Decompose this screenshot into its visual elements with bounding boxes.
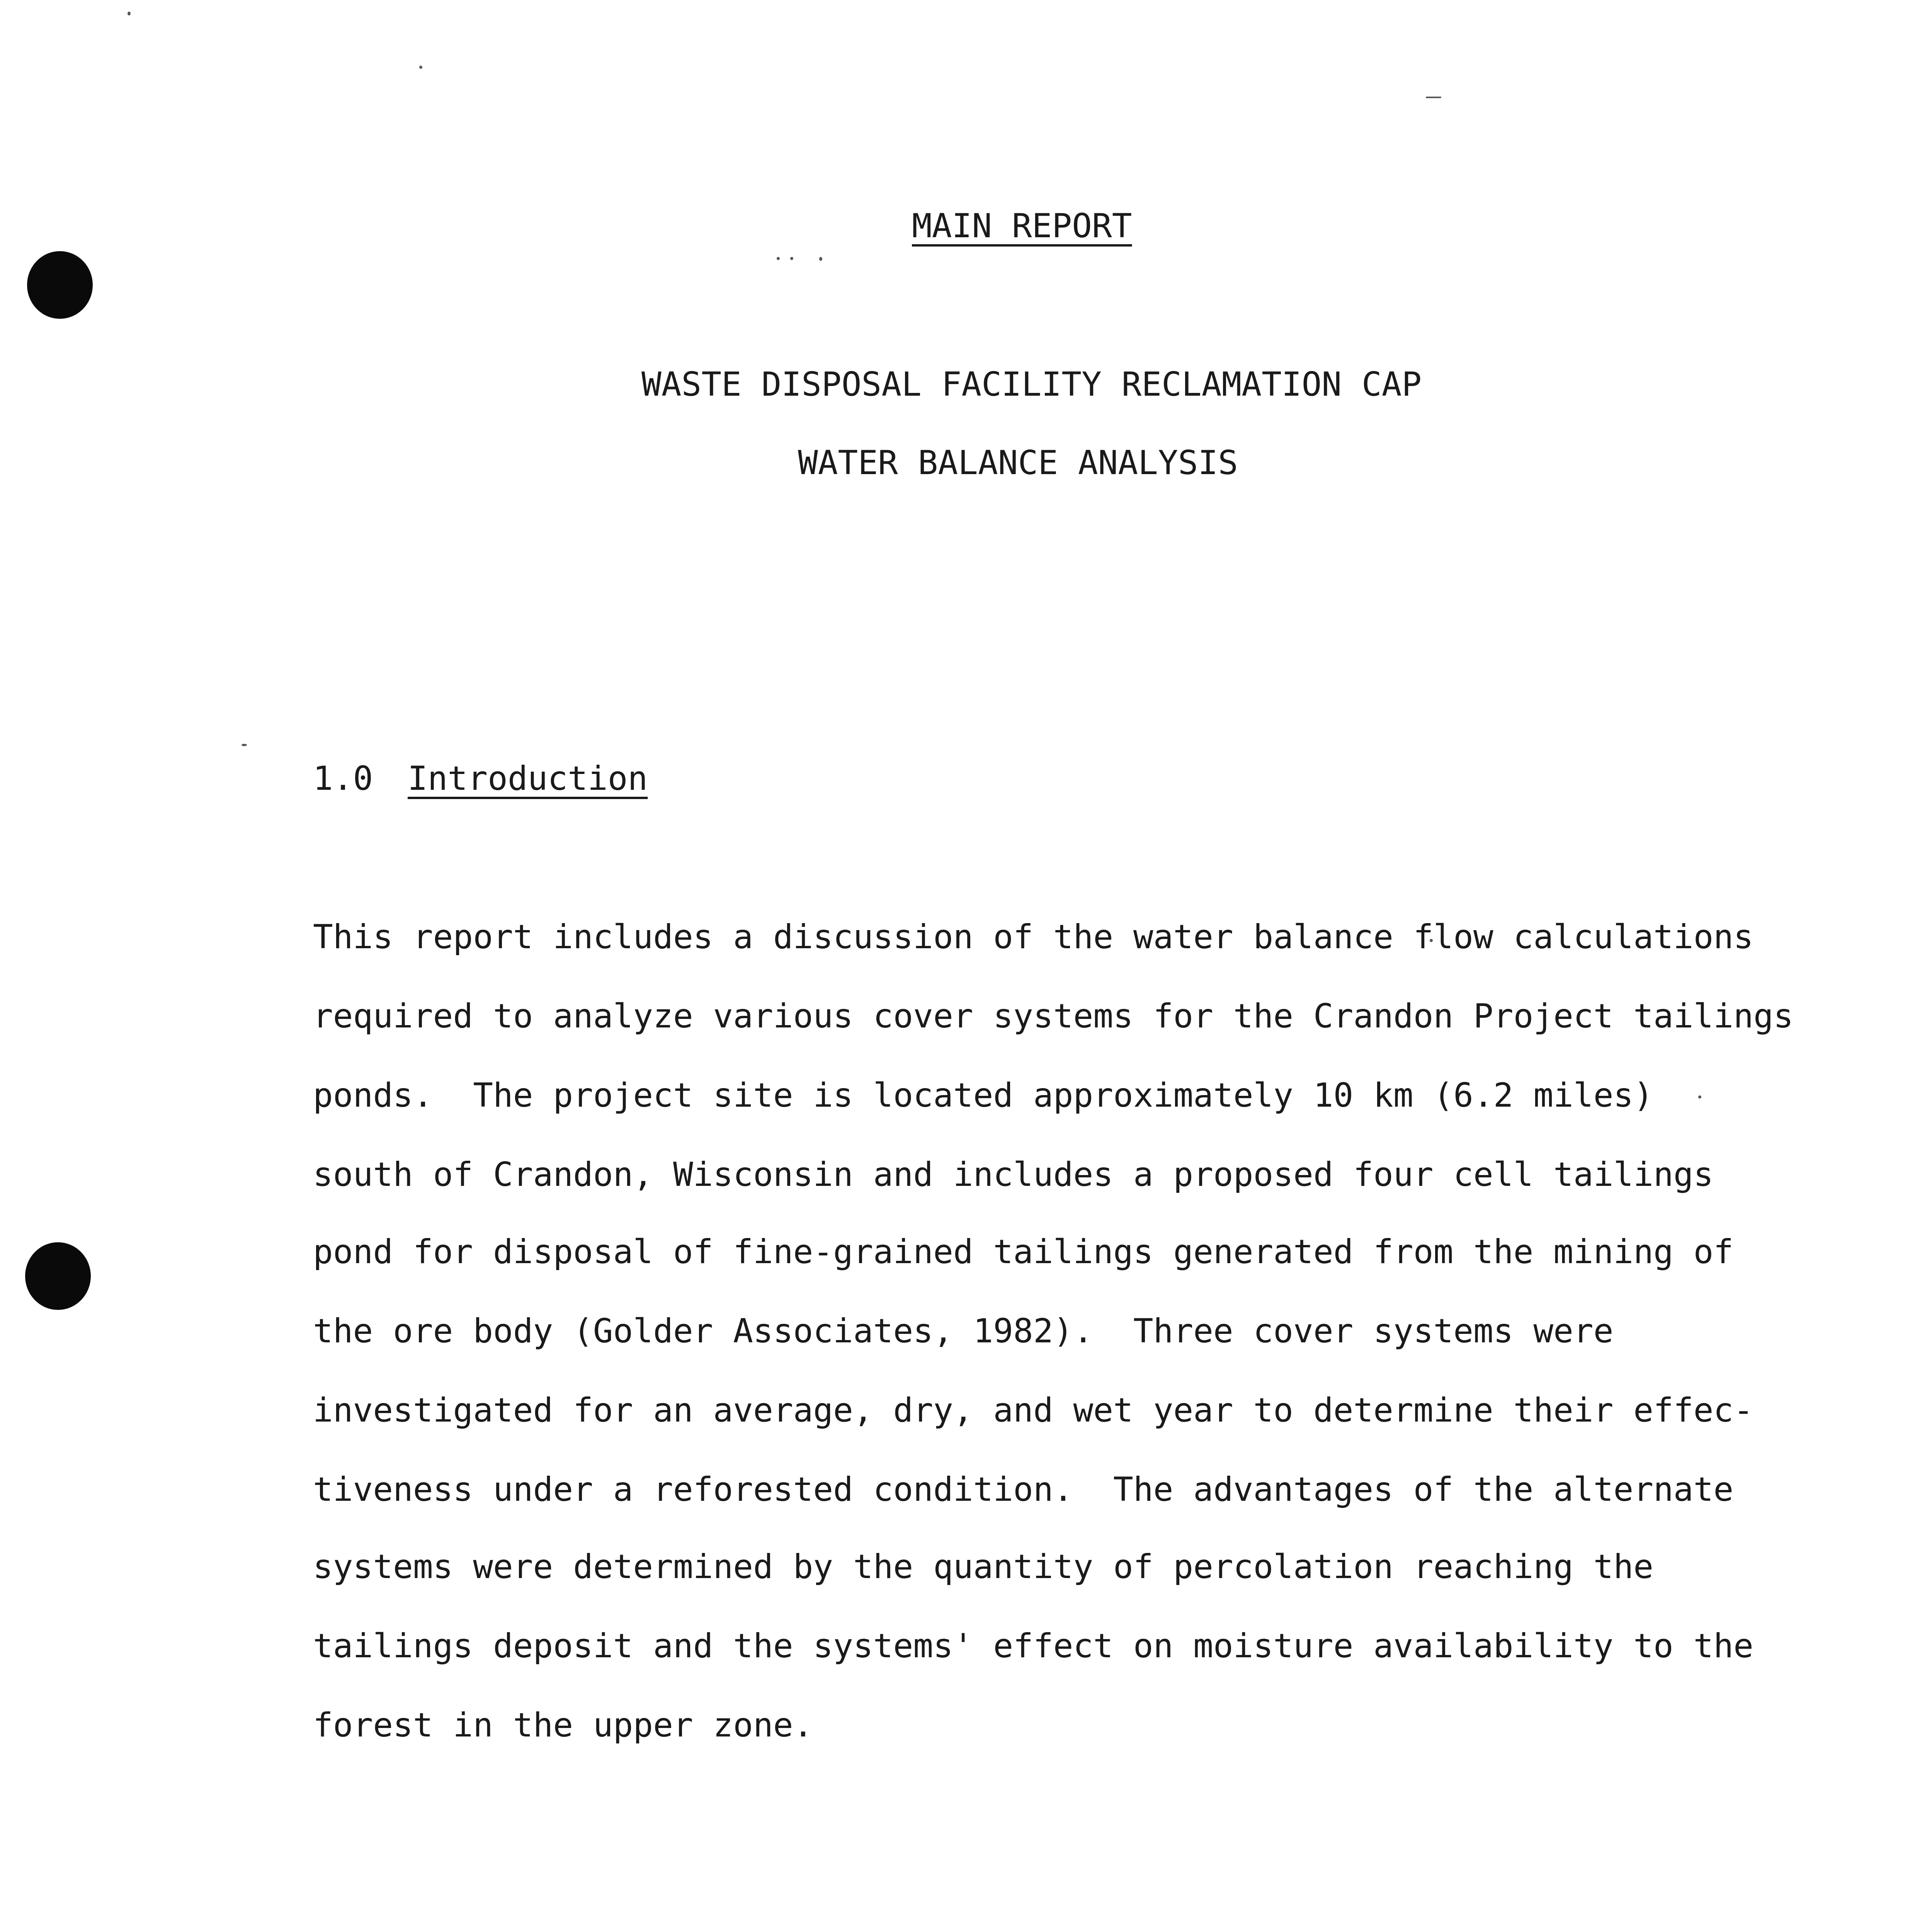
body-line: the ore body (Golder Associates, 1982). Three cover systems were	[313, 1312, 1614, 1350]
body-line: tiveness under a reforested condition. The advantages of the alternate	[313, 1470, 1734, 1509]
section-title: Introduction	[408, 759, 648, 798]
scan-speck	[819, 257, 822, 261]
scan-speck	[1426, 97, 1441, 98]
report-title-line-1: WASTE DISPOSAL FACILITY RECLAMATION CAP	[641, 365, 1422, 404]
section-number: 1.0	[313, 759, 373, 798]
body-line: pond for disposal of fine-grained tailings generated from the mining of	[313, 1233, 1734, 1271]
scan-speck	[128, 12, 131, 15]
punch-hole-middle	[25, 1242, 91, 1310]
body-line: This report includes a discussion of the water balance flow calculations	[313, 918, 1753, 956]
scan-speck	[777, 257, 780, 260]
body-line: investigated for an average, dry, and wet year to determine their effec-	[313, 1391, 1753, 1430]
scan-speck	[790, 257, 793, 260]
scan-speck	[1698, 1095, 1701, 1099]
punch-hole-top	[27, 251, 93, 319]
scan-speck	[419, 66, 422, 69]
body-line: required to analyze various cover systems for the Crandon Project tailings	[313, 997, 1794, 1036]
body-line: systems were determined by the quantity of percolation reaching the	[313, 1548, 1654, 1586]
main-report-heading: MAIN REPORT	[912, 207, 1132, 245]
scan-speck	[242, 744, 247, 746]
report-title-line-2: WATER BALANCE ANALYSIS	[798, 444, 1238, 482]
body-line: forest in the upper zone.	[313, 1706, 813, 1745]
body-line: ponds. The project site is located approximately 10 km (6.2 miles)	[313, 1076, 1654, 1115]
body-line: tailings deposit and the systems' effect on moisture availability to the	[313, 1627, 1753, 1665]
body-line: south of Crandon, Wisconsin and includes a proposed four cell tailings	[313, 1155, 1714, 1194]
